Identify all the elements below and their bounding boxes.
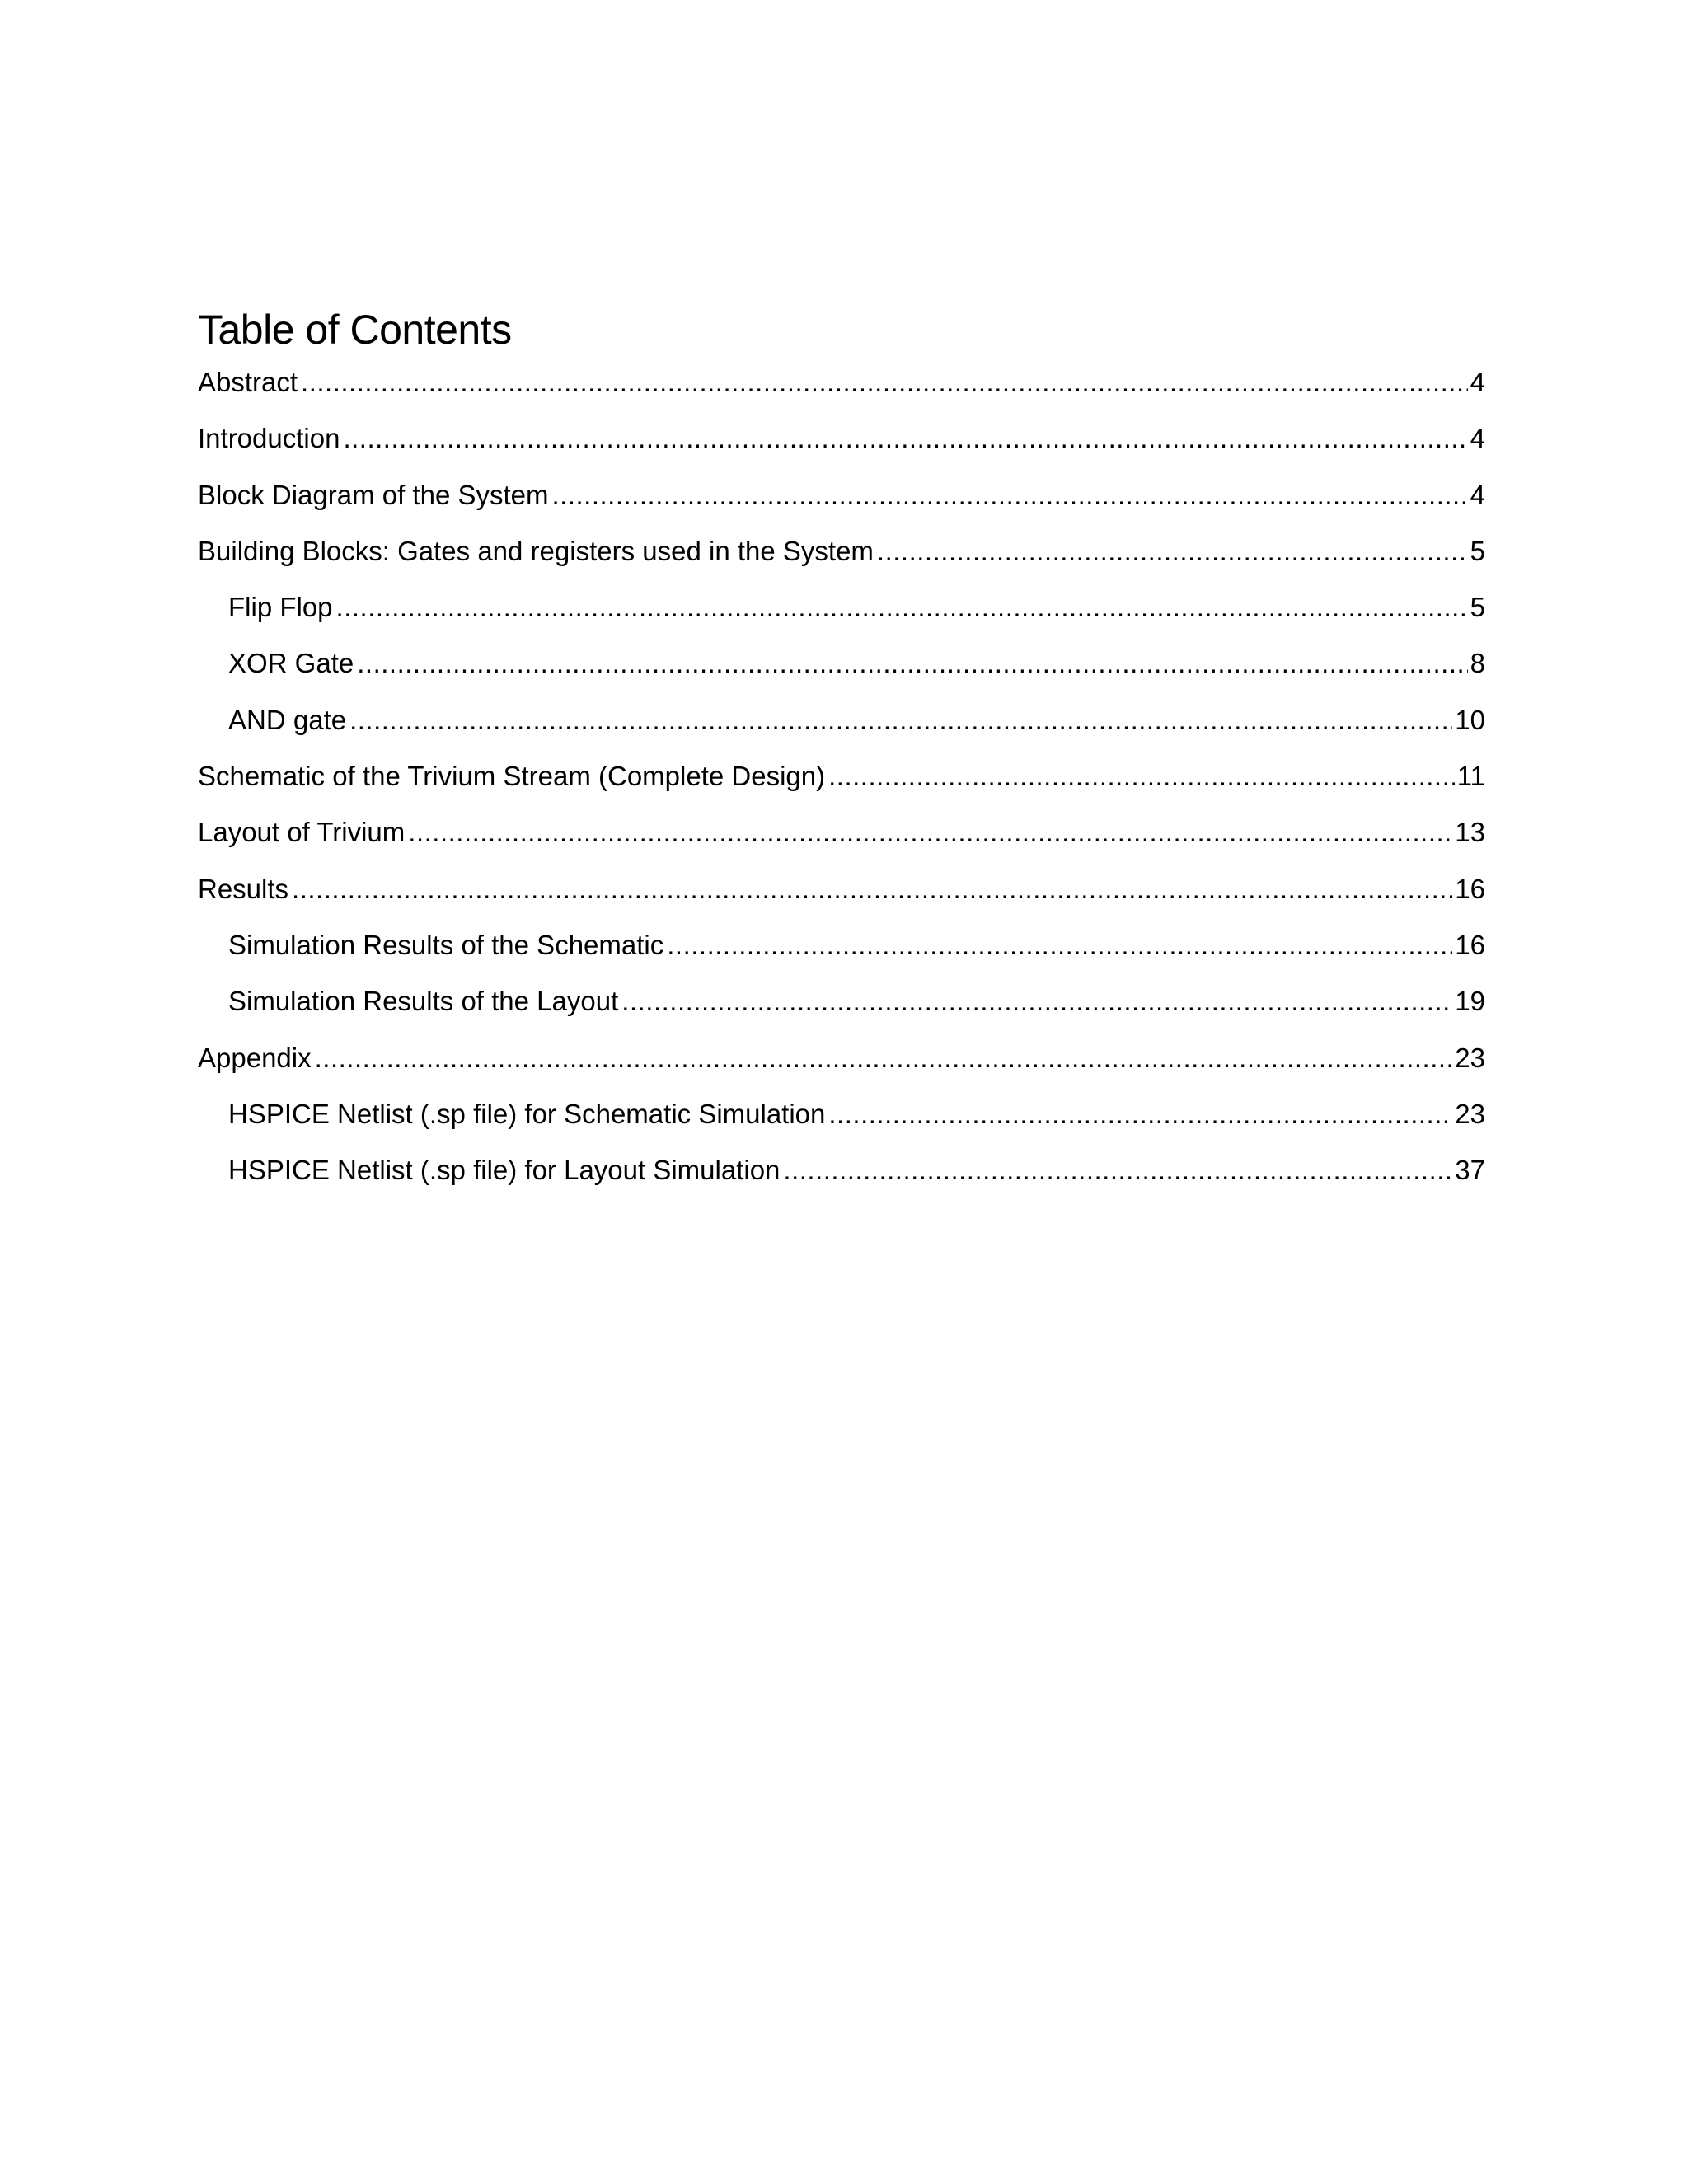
toc-entry-label: Abstract (198, 367, 298, 397)
dot-leader (336, 588, 1468, 626)
toc-entry-layout-netlist[interactable] (198, 1151, 1485, 1207)
toc-entry-abstract[interactable] (198, 363, 1485, 419)
toc-entry-page: 19 (1455, 986, 1485, 1017)
toc-entry-label: Introduction (198, 423, 340, 454)
toc-entry-label: AND gate (228, 704, 347, 735)
dot-leader (292, 870, 1452, 908)
dot-leader (828, 1095, 1452, 1133)
toc-entry-layout-results[interactable] (198, 982, 1485, 1038)
toc-entry-label: Layout of Trivium (198, 817, 406, 848)
toc-entry-label: Building Blocks: Gates and registers used in the System (198, 535, 874, 566)
toc-entry-label: Schematic of the Trivium Stream (Complete Design) (198, 761, 826, 792)
toc-entry-schematic-netlist[interactable] (198, 1095, 1485, 1151)
toc-entry-label: Results (198, 873, 289, 904)
toc-entry-page: 23 (1455, 1042, 1485, 1073)
dot-leader (877, 532, 1468, 570)
toc-entry-schematic-results[interactable] (198, 926, 1485, 982)
dot-leader (357, 644, 1467, 682)
toc-title: Table of Contents (198, 307, 512, 353)
toc-entry-label: HSPICE Netlist (.sp file) for Schematic Simulation (228, 1098, 826, 1129)
toc-entry-page: 8 (1470, 648, 1485, 679)
toc-entry-page: 16 (1455, 929, 1485, 960)
toc-entry-label: Simulation Results of the Layout (228, 986, 619, 1017)
toc-entry-introduction[interactable] (198, 419, 1485, 476)
toc-entry-label: XOR Gate (228, 648, 354, 679)
toc-entry-appendix[interactable] (198, 1039, 1485, 1095)
toc-entry-label: Flip Flop (228, 592, 333, 623)
toc-entry-page: 13 (1455, 817, 1485, 848)
toc-entry-and-gate[interactable] (198, 701, 1485, 757)
dot-leader (621, 982, 1452, 1020)
toc-entry-layout[interactable] (198, 813, 1485, 869)
toc-entry-page: 23 (1455, 1098, 1485, 1129)
toc-entry-label: Block Diagram of the System (198, 479, 549, 510)
toc-entry-results[interactable] (198, 870, 1485, 926)
toc-entry-xor-gate[interactable] (198, 644, 1485, 701)
toc-list (198, 363, 1485, 1207)
toc-entry-page: 11 (1456, 761, 1485, 792)
toc-entry-page: 10 (1455, 704, 1485, 735)
toc-entry-page: 5 (1470, 535, 1485, 566)
toc-entry-label: Simulation Results of the Schematic (228, 929, 664, 960)
dot-leader (301, 363, 1468, 401)
toc-entry-page: 16 (1455, 873, 1485, 904)
toc-entry-page: 5 (1470, 592, 1485, 623)
toc-entry-block-diagram[interactable] (198, 476, 1485, 532)
dot-leader (408, 813, 1452, 851)
toc-entry-page: 4 (1470, 367, 1485, 397)
dot-leader (667, 926, 1452, 964)
dot-leader (828, 757, 1455, 795)
toc-entry-label: Appendix (198, 1042, 312, 1073)
toc-entry-flip-flop[interactable] (198, 588, 1485, 644)
dot-leader (783, 1151, 1452, 1189)
dot-leader (552, 476, 1468, 514)
toc-entry-page: 4 (1470, 423, 1485, 454)
dot-leader (343, 419, 1467, 457)
toc-entry-page: 37 (1455, 1155, 1485, 1186)
toc-entry-schematic[interactable] (198, 757, 1485, 813)
dot-leader (349, 701, 1452, 739)
dot-leader (315, 1039, 1453, 1077)
toc-entry-label: HSPICE Netlist (.sp file) for Layout Simulation (228, 1155, 781, 1186)
toc-entry-page: 4 (1470, 479, 1485, 510)
toc-entry-building-blocks[interactable] (198, 532, 1485, 588)
